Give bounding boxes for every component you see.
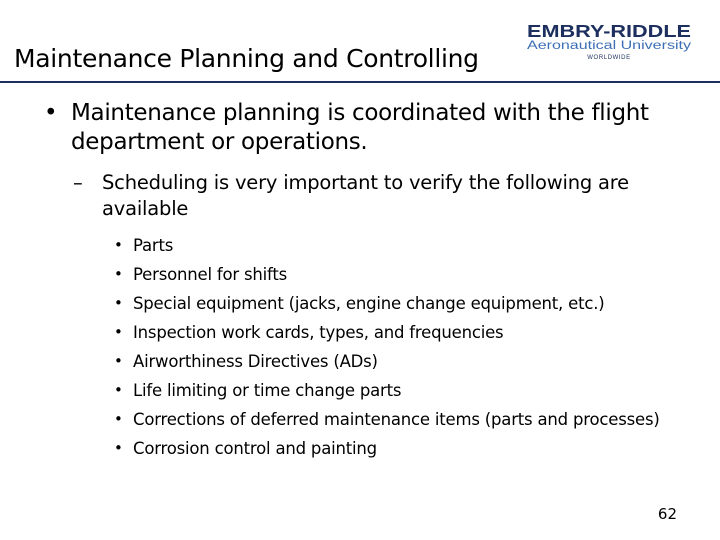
bullet-marker: • (114, 439, 123, 457)
list-item-text: Corrections of deferred maintenance items (parts and processes) (133, 410, 660, 429)
list-item-text: Life limiting or time change parts (133, 381, 402, 400)
list-item (114, 231, 674, 260)
list-item-text: Inspection work cards, types, and frequencies (133, 323, 504, 342)
title-divider (0, 81, 720, 83)
list-item-text: Parts (133, 236, 174, 255)
list-item (114, 260, 674, 289)
bullet-marker: • (114, 265, 123, 283)
bullet-marker: • (114, 352, 123, 370)
slide-title: Maintenance Planning and Controlling (14, 44, 479, 73)
page-number: 62 (657, 505, 677, 523)
bullet-marker: • (114, 381, 123, 399)
list-item (114, 289, 674, 318)
logo-subtitle: Aeronautical University (527, 40, 692, 52)
list-item (114, 347, 674, 376)
embry-riddle-logo (524, 22, 694, 62)
list-item-text: Corrosion control and painting (133, 439, 377, 458)
logo-wordmark: EMBRY-RIDDLE (527, 22, 691, 41)
list-item (114, 434, 674, 463)
bullet-marker: • (114, 323, 123, 341)
list-item (114, 318, 674, 347)
dash-marker: – (73, 171, 83, 194)
list-item-text: Airworthiness Directives (ADs) (133, 352, 378, 371)
logo-tagline: WORLDWIDE (587, 55, 631, 61)
bullet-marker: • (114, 294, 123, 312)
bullet-marker: • (44, 100, 58, 126)
bullet-marker: • (114, 236, 123, 254)
list-item-text: Special equipment (jacks, engine change equipment, etc.) (133, 294, 605, 313)
level1-text: Maintenance planning is coordinated with the flight department or operations. (71, 100, 649, 155)
list-item (114, 376, 674, 405)
requirements-list (114, 231, 674, 463)
bullet-marker: • (114, 410, 123, 428)
level2-text: Scheduling is very important to verify the following are available (102, 171, 629, 220)
list-item (114, 405, 674, 434)
list-item-text: Personnel for shifts (133, 265, 288, 284)
